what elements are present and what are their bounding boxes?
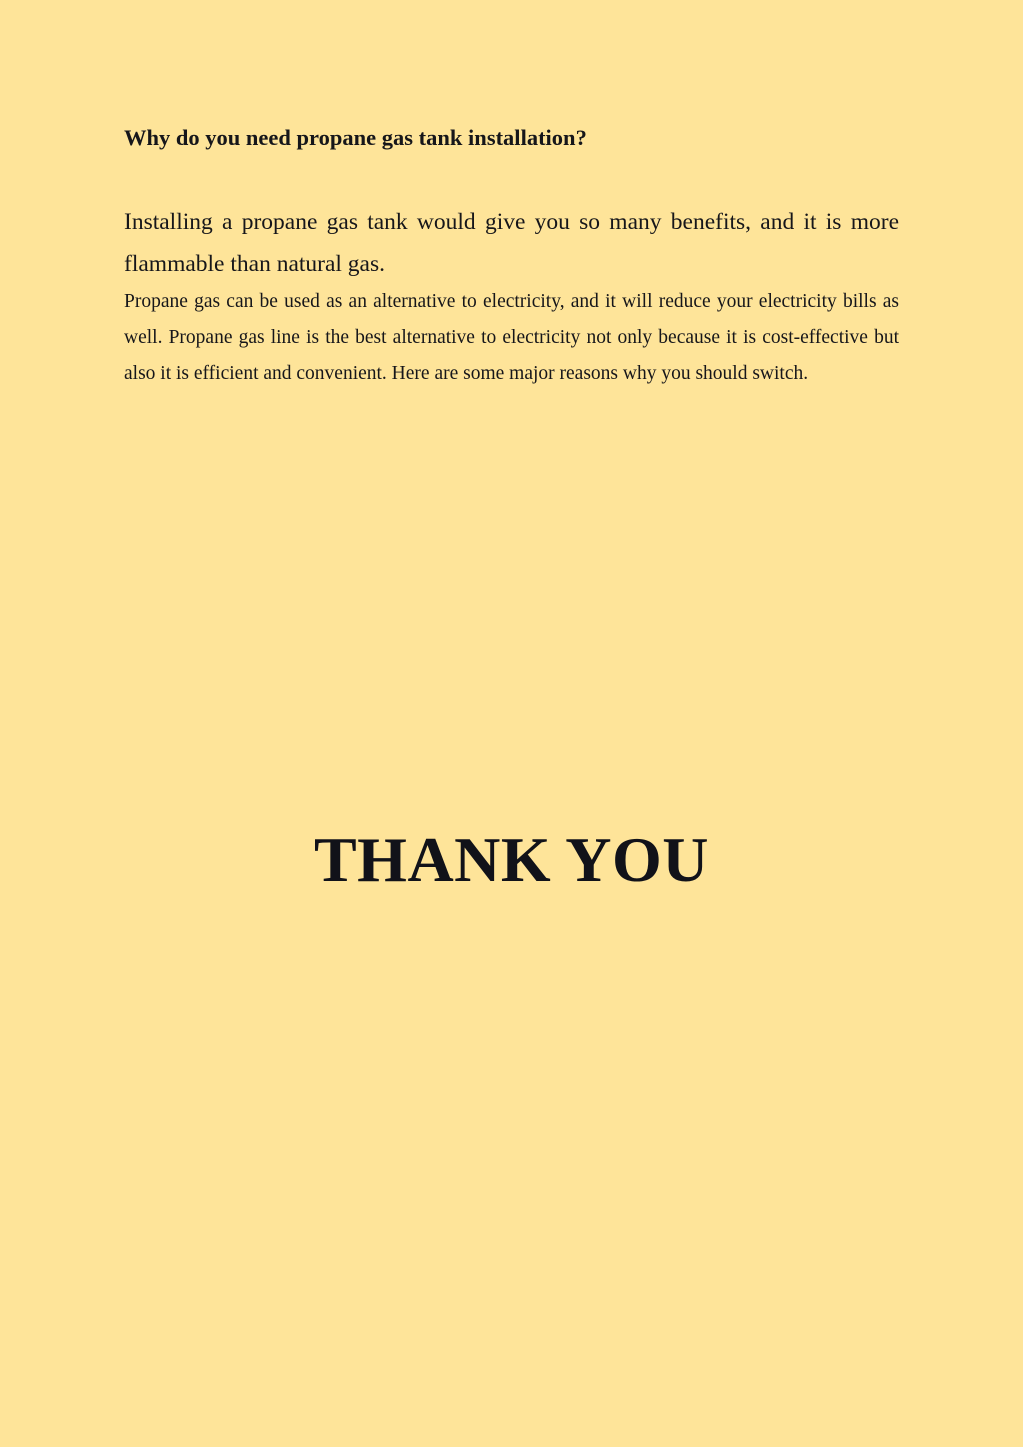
page-content — [124, 0, 899, 1447]
body-paragraph: Propane gas can be used as an alternative to electricity, and it will reduce your electricity bills as well. Propane gas line is the best alternative to electricity not only because it is cost-effective but also it is efficient and convenient. Here are some major reasons why you should switch. — [124, 291, 899, 384]
section-heading: Why do you need propane gas tank installation? — [124, 125, 587, 150]
thank-you-title: THANK YOU — [313, 824, 710, 895]
intro-paragraph: Installing a propane gas tank would give you so many benefits, and it is more flammable than natural gas. — [124, 209, 899, 277]
